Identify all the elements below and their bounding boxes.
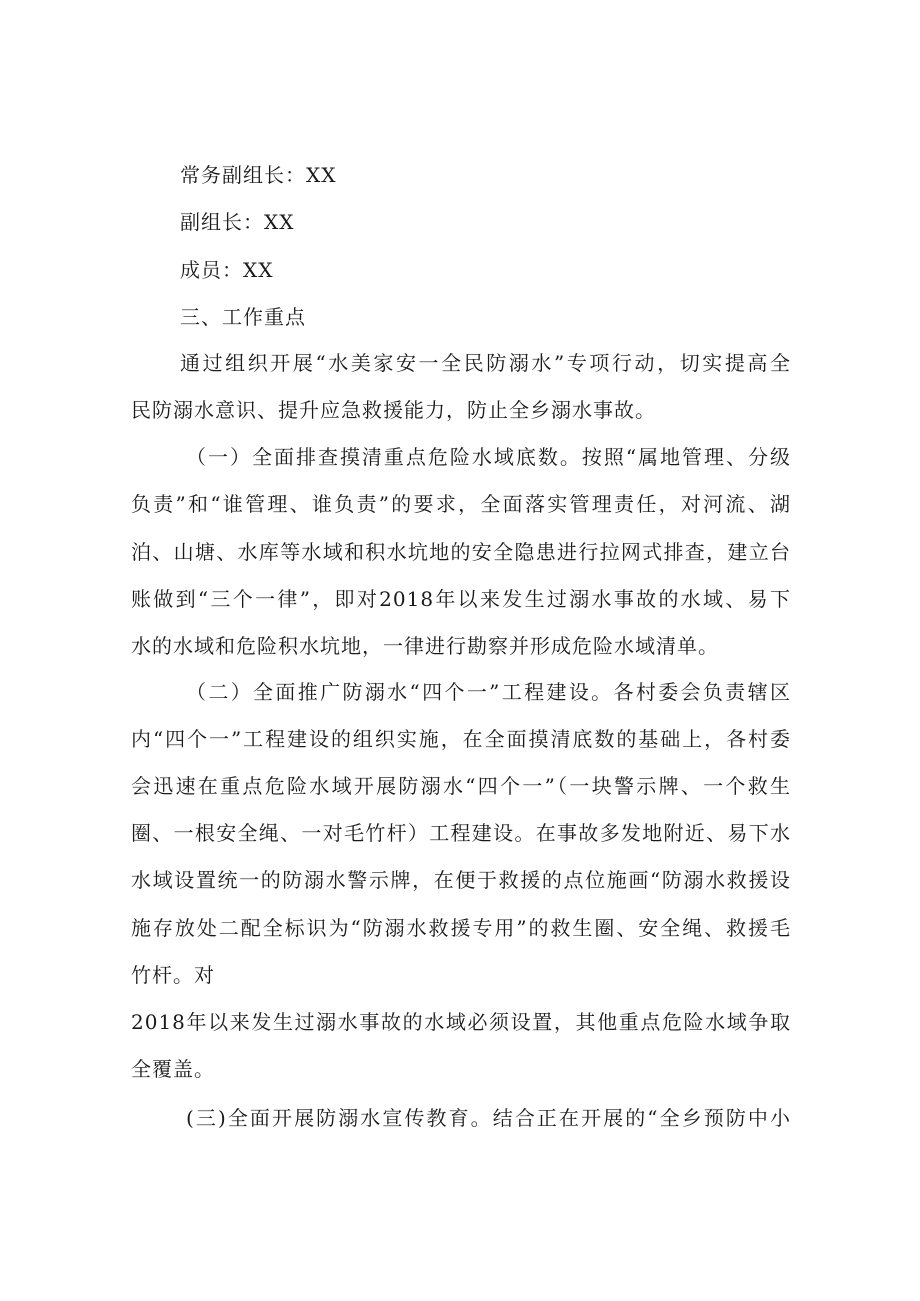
item2-paragraph-line: 施存放处二配全标识为“防溺水救援专用”的救生圈、安全绳、救援毛 xyxy=(131,916,791,940)
item2-paragraph-line: 会迅速在重点危险水域开展防溺水“四个一”（一块警示牌、一个救生 xyxy=(131,774,791,798)
item2-paragraph-line: 竹杆。对 xyxy=(131,963,215,987)
item1-paragraph-line: 账做到“三个一律”，即对2018年以来发生过溺水事故的水域、易下 xyxy=(131,587,791,611)
item2-paragraph-line: 水域设置统一的防溺水警示牌，在便于救援的点位施画“防溺水救援设 xyxy=(131,868,791,892)
item1-paragraph-line: 负责”和“谁管理、谁负责”的要求，全面落实管理责任，对河流、湖 xyxy=(131,492,791,516)
item2-paragraph-line: 内“四个一”工程建设的组织实施，在全面摸清底数的基础上，各村委 xyxy=(131,727,791,751)
item2-paragraph-line: 圈、一根安全绳、一对毛竹杆）工程建设。在事故多发地附近、易下水 xyxy=(131,821,791,845)
deputy-leader-line: 副组长：XX xyxy=(180,210,295,234)
members-line: 成员：XX xyxy=(180,258,274,282)
item2-paragraph-line: 全覆盖。 xyxy=(131,1057,215,1081)
item3-paragraph-line: (三)全面开展防溺水宣传教育。结合正在开展的“全乡预防中小 xyxy=(186,1106,791,1130)
executive-deputy-leader-line: 常务副组长：XX xyxy=(180,163,337,187)
item1-paragraph-line: 泊、山塘、水库等水域和积水坑地的安全隐患进行拉网式排查，建立台 xyxy=(131,540,791,564)
item1-paragraph-line: 水的水域和危险积水坑地，一律进行勘察并形成危险水域清单。 xyxy=(131,634,719,658)
item2-paragraph-line: 2018年以来发生过溺水事故的水域必须设置，其他重点危险水域争取 xyxy=(131,1010,791,1034)
intro-paragraph-line: 通过组织开展“水美家安一全民防溺水”专项行动，切实提高全 xyxy=(180,351,791,375)
item1-paragraph-line: （一）全面排查摸清重点危险水域底数。按照“属地管理、分级 xyxy=(186,445,791,469)
intro-paragraph-line: 民防溺水意识、提升应急救援能力，防止全乡溺水事故。 xyxy=(131,398,656,422)
item2-paragraph-line: （二）全面推广防溺水“四个一”工程建设。各村委会负责辖区 xyxy=(186,680,791,704)
section-heading: 三、工作重点 xyxy=(180,305,306,329)
